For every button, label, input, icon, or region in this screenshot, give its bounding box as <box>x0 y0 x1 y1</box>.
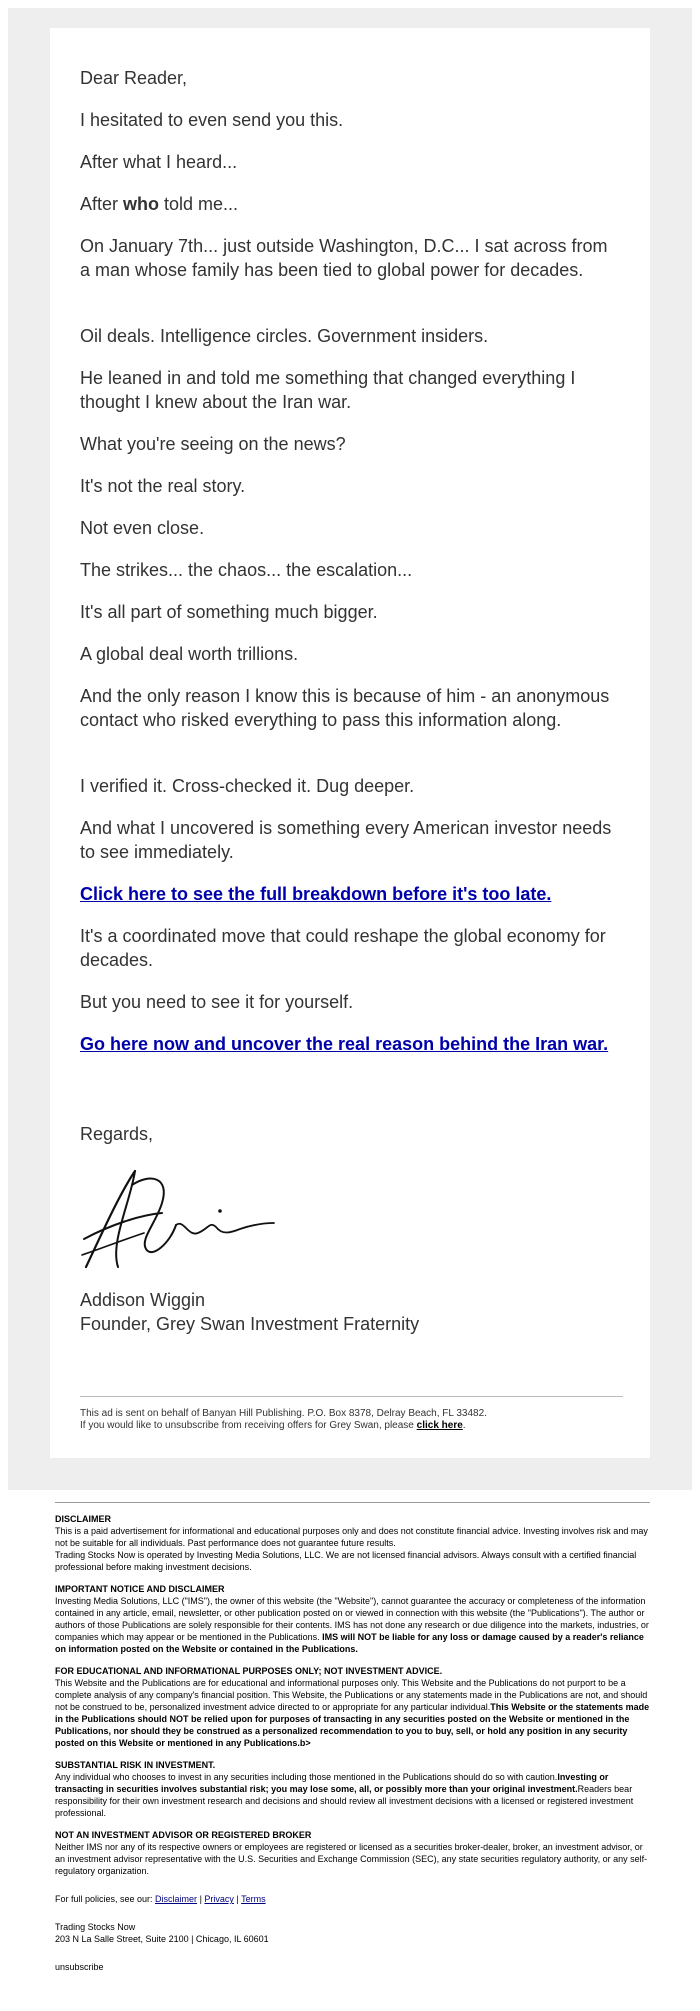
divider <box>80 1396 623 1397</box>
company-block <box>55 1921 650 1945</box>
educational-purposes-section: FOR EDUCATIONAL AND INFORMATIONAL PURPOSES ONLY; NOT INVESTMENT ADVICE. This Website and the Publications are for educational and informational purposes only. This Website and the Publications do not purport to be a complete analysis of any company's financial position. This Website, the Publications or any statements made in the Publications are not, and should not be construed to be, personalized investment advice directed to or appropriate for any particular individual.This Website or the statements made in the Publications should NOT be relied upon for purposes of transacting in any securities posted on the Website or mentioned in the Publications, nor should they be construed as a personalized recommendation to you to buy, sell, or hold any position in any security posted on this Website or mentioned in any Publications.b> <box>55 1666 650 1748</box>
policy-links: For full policies, see our: Disclaimer | Privacy | Terms <box>55 1894 266 1904</box>
divider <box>55 1502 650 1503</box>
email-card <box>50 28 650 1458</box>
not-advisor-section: NOT AN INVESTMENT ADVISOR OR REGISTERED BROKER Neither IMS nor any of its respective owners or employees are registered or licensed as a securities broker-dealer, broker, an investment advisor, or an investment advisor representative with the U.S. Securities and Exchange Commission (SEC), any state securities regulatory authority, or any self-regulatory organization. <box>55 1829 650 1877</box>
sender-footnote: This ad is sent on behalf of Banyan Hill Publishing. P.O. Box 8378, Delray Beach, FL 33482. If you would like to unsubscribe from receiving offers for Grey Swan, please click here. <box>80 1408 487 1431</box>
paragraph: After what I heard... <box>80 152 238 172</box>
cta-link-iran-war[interactable]: Go here now and uncover the real reason behind the Iran war. <box>80 1034 609 1054</box>
paragraph: And what I uncovered is something every American investor needs to see immediately. <box>80 818 612 862</box>
emphasis: who <box>123 194 160 214</box>
paragraph: A global deal worth trillions. <box>80 644 299 664</box>
company-name: Trading Stocks Now <box>55 1922 136 1932</box>
legal-footer <box>55 1502 650 1973</box>
cta-link-breakdown[interactable]: Click here to see the full breakdown before it's too late. <box>80 884 552 904</box>
paragraph: The strikes... the chaos... the escalation... <box>80 560 413 580</box>
terms-link[interactable]: Terms <box>241 1894 266 1904</box>
section-heading: SUBSTANTIAL RISK IN INVESTMENT. <box>55 1760 216 1770</box>
signer-name: Addison Wiggin <box>80 1290 206 1310</box>
substantial-risk-section: SUBSTANTIAL RISK IN INVESTMENT. Any individual who chooses to invest in any securities including those mentioned in the Publications should do so with caution.Investing or transacting in securities involves substantial risk; you may lose some, all, or possibly more than your original investment.Readers bear responsibility for their own investment research and decisions and should review all investment decisions with a licensed or registered investment professional. <box>55 1759 650 1819</box>
paragraph: It's all part of something much bigger. <box>80 602 378 622</box>
unsubscribe-grey-swan-link[interactable]: click here <box>416 1420 463 1431</box>
disclaimer-link[interactable]: Disclaimer <box>155 1894 198 1904</box>
section-heading: IMPORTANT NOTICE AND DISCLAIMER <box>55 1584 225 1594</box>
greeting: Dear Reader, <box>80 68 188 88</box>
email-outer-frame <box>8 8 692 1490</box>
company-address: 203 N La Salle Street, Suite 2100 | Chicago, IL 60601 <box>55 1934 269 1944</box>
section-heading: DISCLAIMER <box>55 1514 111 1524</box>
paragraph: On January 7th... just outside Washington, D.C... I sat across from a man whose family has been tied to global power for decades. <box>80 236 608 280</box>
signature-icon <box>80 1163 280 1273</box>
important-notice-section: IMPORTANT NOTICE AND DISCLAIMER Investing Media Solutions, LLC ("IMS"), the owner of this website (the "Website"), cannot guarantee the accuracy or completeness of the information contained in any article, email, newsletter, or other publication posted on or viewed in connection with this website (the "Publications"). The author or authors of those Publications are solely responsible for their contents. IMS has not done any research or due diligence into the markets, industries, or companies which may appear or be mentioned in the Publications. IMS will NOT be liable for any loss or damage caused by a reader's reliance on information posted on the Website or contained in the Publications. <box>55 1584 649 1654</box>
closing: Regards, <box>80 1124 154 1144</box>
paragraph: I hesitated to even send you this. <box>80 110 344 130</box>
paragraph: I verified it. Cross-checked it. Dug deeper. <box>80 776 415 796</box>
paragraph: Not even close. <box>80 518 205 538</box>
unsubscribe-link[interactable]: unsubscribe <box>55 1962 104 1972</box>
paragraph: And the only reason I know this is because of him - an anonymous contact who risked everything to pass this information along. <box>80 686 610 730</box>
paragraph: Oil deals. Intelligence circles. Government insiders. <box>80 326 489 346</box>
signer-title: Founder, Grey Swan Investment Fraternity <box>80 1314 420 1334</box>
paragraph: It's a coordinated move that could reshape the global economy for decades. <box>80 926 606 970</box>
paragraph: What you're seeing on the news? <box>80 434 346 454</box>
paragraph: After who told me... <box>80 194 239 214</box>
paragraph: It's not the real story. <box>80 476 246 496</box>
section-heading: NOT AN INVESTMENT ADVISOR OR REGISTERED BROKER <box>55 1830 312 1840</box>
paragraph: He leaned in and told me something that changed everything I thought I knew about the Iran war. <box>80 368 576 412</box>
section-heading: FOR EDUCATIONAL AND INFORMATIONAL PURPOSES ONLY; NOT INVESTMENT ADVICE. <box>55 1666 443 1676</box>
privacy-link[interactable]: Privacy <box>204 1894 234 1904</box>
paragraph: But you need to see it for yourself. <box>80 992 354 1012</box>
disclaimer-section: DISCLAIMER This is a paid advertisement for informational and educational purposes only and does not constitute financial advice. Investing involves risk and may not be suitable for all individuals. Past performance does not guarantee future results. Trading Stocks Now is operated by Investing Media Solutions, LLC. We are not licensed financial advisors. Always consult with a certified financial professional before making investment decisions. <box>55 1513 650 1573</box>
